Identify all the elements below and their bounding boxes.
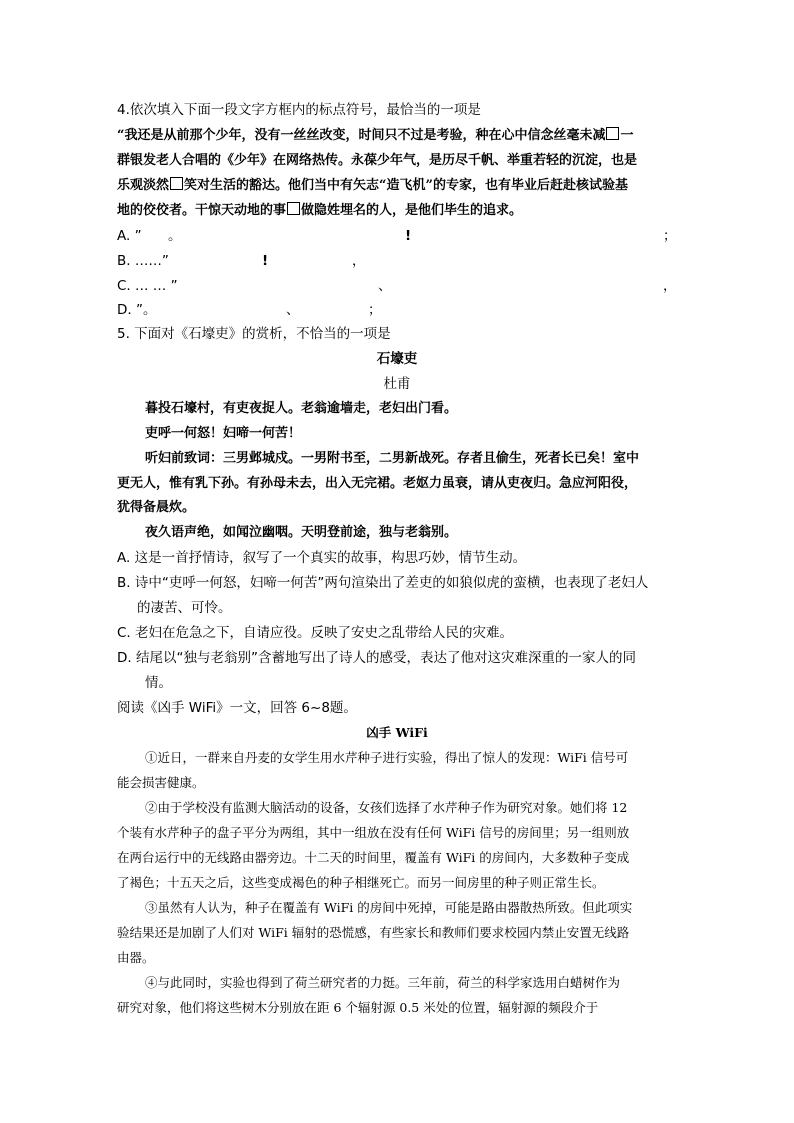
- q4-passage-text: “我还是从前那个少年，没有一丝丝改变，时间只不过是考验，种在心中信念丝毫未减: [117, 128, 606, 143]
- q5-option-b-cont: 的凄苦、可怜。: [137, 600, 232, 616]
- q4-option-d-label: D. ”。: [117, 302, 157, 318]
- q5-option-b: B. 诗中“吏呼一何怒，妇啼一何苦”两句渲染出了差吏的如狼似虎的蛮横，也表现了老妇人: [117, 575, 649, 591]
- poem-line: 夜久语声绝，如闻泣幽咽。天明登前途，独与老翁别。: [145, 525, 458, 540]
- article-title: 凶手 WiFi: [366, 725, 428, 740]
- q4-option-a-mark-1: 。: [168, 228, 182, 244]
- q4-passage-text: 做隐姓埋名的人，是他们毕生的追求。: [301, 203, 523, 218]
- q4-option-d-mark-2: ；: [368, 302, 382, 318]
- article-paragraph-4: ④与此同时，实验也得到了荷兰研究者的力挺。三年前，荷兰的科学家选用白蜡树作为: [145, 975, 621, 990]
- q4-passage-line-2: 群银发老人合唱的《少年》在网络热传。永葆少年气，是历尽千帆、举重若轻的沉淀，也是: [117, 153, 638, 168]
- article-paragraph-3: ③虽然有人认为，种子在覆盖有 WiFi 的房间中死掉，可能是路由器散热所致。但此项实: [145, 900, 633, 915]
- reading-intro: 阅读《凶手 WiFi》一文，回答 6~8题。: [117, 700, 357, 716]
- q4-passage-line-3: [117, 176, 628, 196]
- poem-line: 犹得备晨炊。: [117, 500, 196, 515]
- article-paragraph-1: ①近日，一群来自丹麦的女学生用水芹种子进行实验，得出了惊人的发现：WiFi 信号可: [145, 750, 629, 765]
- article-paragraph-3-cont: 验结果还是加剧了人们对 WiFi 辐射的恐慌感，有些家长和教师们要求校园内禁止安置无线路: [117, 925, 630, 940]
- q4-option-a-label: A. ”: [117, 228, 142, 244]
- blank-box: [606, 127, 619, 140]
- article-paragraph-3-cont: 由器。: [117, 950, 155, 965]
- article-paragraph-2-cont: 个装有水芹种子的盘子平分为两组，其中一组放在没有任何 WiFi 信号的房间里；另一组则放: [117, 825, 630, 840]
- article-paragraph-2-cont: 在两台运行中的无线路由器旁边。十二天的时间里，覆盖有 WiFi 的房间内，大多数种子变成: [117, 850, 630, 865]
- q4-option-b-mark-1: !: [262, 253, 269, 269]
- poem-line: 暮投石壕村，有吏夜捉人。老翁逾墙走，老妇出门看。: [145, 401, 458, 416]
- blank-box: [287, 202, 300, 215]
- q5-option-d: D. 结尾以“独与老翁别”含蓄地写出了诗人的感受，表达了他对这灾难深重的一家人的同: [117, 650, 636, 666]
- q4-option-a-mark-3: ；: [663, 228, 677, 244]
- q4-passage-line-4: [117, 201, 522, 221]
- q4-passage-text: 乐观淡然: [117, 178, 170, 193]
- article-paragraph-2-cont: 了褐色；十五天之后，这些变成褐色的种子相继死亡。而另一间房里的种子则正常生长。: [117, 875, 605, 890]
- q4-passage-text: 地的佼佼者。干惊天动地的事: [117, 203, 287, 218]
- q4-passage-line-1: [117, 126, 634, 146]
- poem-title: 石壕吏: [376, 351, 418, 367]
- q4-passage-text: 笑对生活的豁达。他们当中有矢志“造飞机”的专家，也有毕业后赶赴核试验基: [184, 178, 628, 193]
- q4-option-c-mark-2: ，: [663, 278, 677, 294]
- poem-line: 听妇前致词：三男邺城戍。一男附书至，二男新战死。存者且偷生，死者长已矣！室中: [145, 451, 640, 466]
- poem-author: 杜甫: [383, 376, 411, 392]
- q4-passage-text: 一: [620, 128, 634, 143]
- q4-option-d-mark-1: 、: [286, 302, 300, 318]
- poem-line: 更无人，惟有乳下孙。有孙母未去，出入无完裙。老妪力虽衰，请从吏夜归。急应河阳役，: [117, 476, 638, 491]
- article-paragraph-4-cont: 研究对象，他们将这些树木分别放在距 6 个辐射源 0.5 米处的位置，辐射源的频段介于: [117, 1000, 599, 1015]
- article-paragraph-1-cont: 能会损害健康。: [117, 775, 205, 790]
- q5-option-c: C. 老妇在危急之下，自请应役。反映了安史之乱带给人民的灾难。: [117, 625, 514, 641]
- q5-option-d-cont: 情。: [145, 675, 172, 691]
- q5-stem: 5. 下面对《石壕吏》的赏析，不恰当的一项是: [117, 326, 391, 342]
- q4-stem: 4.依次填入下面一段文字方框内的标点符号，最恰当的一项是: [117, 102, 481, 118]
- q4-option-a-mark-2: !: [405, 228, 412, 244]
- article-paragraph-2: ②由于学校没有监测大脑活动的设备，女孩们选择了水芹种子作为研究对象。她们将 12: [145, 800, 628, 815]
- q4-option-c-mark-1: 、: [378, 278, 392, 294]
- q5-option-a: A. 这是一首抒情诗，叙写了一个真实的故事，构思巧妙，情节生动。: [117, 550, 527, 566]
- q4-option-c-label: C. … … ”: [117, 278, 178, 294]
- q4-option-b-label: B. ……”: [117, 253, 169, 269]
- blank-box: [170, 177, 183, 190]
- poem-line: 吏呼一何怒！妇啼一何苦！: [145, 426, 302, 441]
- q4-option-b-mark-2: ，: [352, 253, 366, 269]
